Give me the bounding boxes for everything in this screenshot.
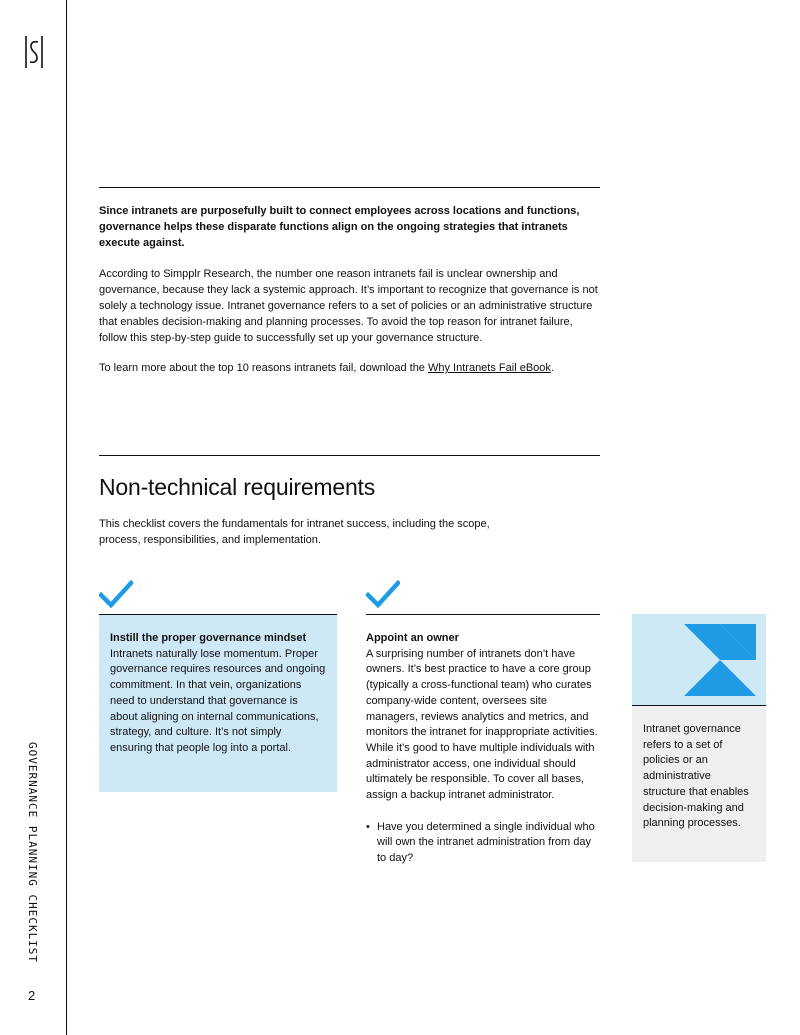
divider <box>99 455 600 456</box>
checklist-questions <box>366 820 600 867</box>
intro-lead-paragraph: Since intranets are purposefully built to connect employees across locations and functions, governance helps these disparate functions align on the ongoing strategies that intranets execute against. <box>99 205 580 249</box>
document-title-vertical: GOVERNANCE PLANNING CHECKLIST <box>26 742 39 964</box>
section-description: This checklist covers the fundamentals for intranet success, including the scope, process, responsibilities, and implementation. <box>99 518 490 546</box>
link-suffix: . <box>550 362 554 374</box>
intro-link-paragraph <box>99 360 599 376</box>
link-prefix: To learn more about the top 10 reasons intranets fail, download the <box>99 362 428 374</box>
callout-text: Intranet governance refers to a set of policies or an administrative structure that enables decision-making and planning processes. <box>643 723 749 830</box>
ebook-link[interactable]: Why Intranets Fail eBook <box>428 362 551 374</box>
checkmark-icon <box>99 580 133 608</box>
card-title: Instill the proper governance mindset <box>110 632 307 644</box>
checkmark-icon <box>366 580 400 608</box>
sidebar-divider <box>66 0 67 1035</box>
page-number: 2 <box>28 988 36 1003</box>
divider <box>99 187 600 188</box>
triangles-graphic-icon <box>684 624 756 696</box>
card-body: A surprising number of intranets don’t have owners. It’s best practice to have a core group (typically a cross-functional team) who curates company-wide content, oversees site managers, reviews analytics and metrics, and monitors the intranet for inappropriate activities. While it’s good to have multiple individuals with administrator access, one individual should ultimately be responsible. To cover all bases, assign a backup intranet administrator. <box>366 647 598 802</box>
card-title: Appoint an owner <box>366 632 459 644</box>
section-title: Non-technical requirements <box>99 474 376 500</box>
checklist-card-owner <box>366 614 600 895</box>
isi-logo-icon <box>24 34 44 70</box>
checklist-question: • Have you determined a single individual who will own the intranet administration from day to day? <box>377 820 600 867</box>
checklist-card-mindset <box>99 614 337 792</box>
intro-body-paragraph: According to Simpplr Research, the number one reason intranets fail is unclear ownership and governance, because they lack a systemic approach. It’s important to recognize that governance is not solely a technology issue. Intranet governance refers to a set of policies or an administrative structure that enables decision-making and planning processes. To avoid the top reason for intranet failure, follow this step-by-step guide to successfully set up your governance structure. <box>99 268 598 344</box>
callout-graphic <box>632 614 766 706</box>
callout-box <box>632 614 766 862</box>
card-body: Intranets naturally lose momentum. Proper governance requires resources and ongoing commitment. In that vein, organizations need to understand that governance is about aligning on internal communications, strategy, and culture. It’s not simply ensuring that people log into a portal. <box>110 647 326 754</box>
